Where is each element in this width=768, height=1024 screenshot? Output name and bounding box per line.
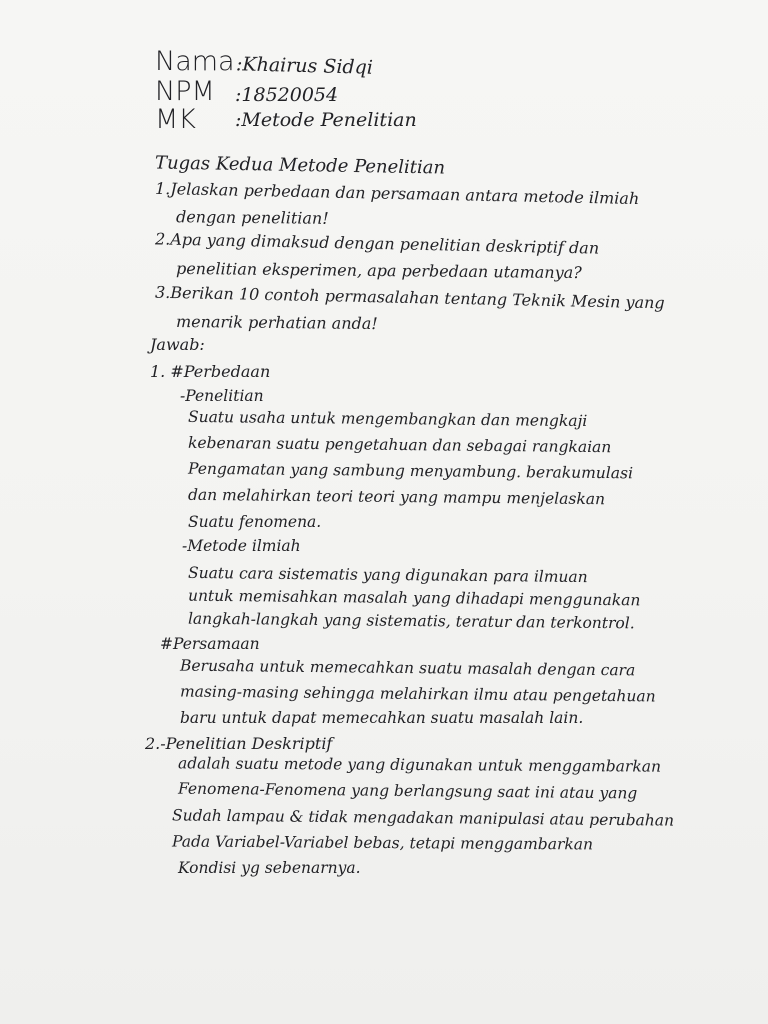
metode-text-line: Suatu cara sistematis yang digunakan para ilmuan <box>187 563 588 587</box>
persamaan-heading: #Persamaan <box>160 635 260 653</box>
nama-value: :Khairus Sidqi <box>235 53 374 79</box>
penelitian-text-line: kebenaran suatu pengetahuan dan sebagai rangkaian <box>187 433 612 457</box>
metode-text-line: langkah-langkah yang sistematis, teratur dan terkontrol. <box>187 609 635 633</box>
penelitian-text-line: Suatu fenomena. <box>188 513 322 531</box>
deskriptif-text-line: Fenomena-Fenomena yang berlangsung saat ini atau yang <box>177 779 638 803</box>
question-3-line-1: 3.Berikan 10 contoh permasalahan tentang Teknik Mesin yang <box>154 282 665 313</box>
answer-1-heading: 1. #Perbedaan <box>150 362 271 381</box>
penelitian-text-line: Pengamatan yang sambung menyambung. berakumulasi <box>187 459 634 483</box>
persamaan-text-line: Berusaha untuk memecahkan suatu masalah dengan cara <box>179 656 636 680</box>
metode-heading: -Metode ilmiah <box>182 537 301 555</box>
metode-text-line: untuk memisahkan masalah yang dihadapi menggunakan <box>187 586 641 610</box>
persamaan-text-line: masing-masing sehingga melahirkan ilmu atau pengetahuan <box>179 682 656 706</box>
penelitian-heading: -Penelitian <box>180 387 264 405</box>
answer-label: Jawab: <box>150 335 205 354</box>
deskriptif-text-line: Sudah lampau & tidak mengadakan manipulasi atau perubahan <box>171 806 675 830</box>
penelitian-text-line: dan melahirkan teori teori yang mampu menjelaskan <box>187 485 606 509</box>
deskriptif-text-line: Kondisi yg sebenarnya. <box>178 859 361 877</box>
mk-value: :Metode Penelitian <box>235 109 417 131</box>
deskriptif-text-line: adalah suatu metode yang digunakan untuk menggambarkan <box>177 754 662 776</box>
npm-value: :18520054 <box>235 84 339 106</box>
question-2-line-2: penelitian eksperimen, apa perbedaan utamanya? <box>175 258 582 283</box>
penelitian-text-line: Suatu usaha untuk mengembangkan dan mengkaji <box>187 407 588 431</box>
deskriptif-text-line: Pada Variabel-Variabel bebas, tetapi menggambarkan <box>171 832 594 854</box>
question-1-line-2: dengan penelitian! <box>175 207 329 228</box>
persamaan-text-line: baru untuk dapat memecahkan suatu masalah lain. <box>180 709 584 727</box>
question-2-line-1: 2.Apa yang dimaksud dengan penelitian deskriptif dan <box>154 229 600 258</box>
npm-label: NPM <box>155 76 215 107</box>
question-1-line-1: 1.Jelaskan perbedaan dan persamaan antara metode ilmiah <box>154 178 640 209</box>
mk-label: MK <box>155 104 197 135</box>
nama-label: Nama <box>155 46 235 77</box>
answer-2-heading: 2.-Penelitian Deskriptif <box>145 734 333 753</box>
assignment-title: Tugas Kedua Metode Penelitian <box>154 152 446 179</box>
question-3-line-2: menarik perhatian anda! <box>175 311 378 334</box>
